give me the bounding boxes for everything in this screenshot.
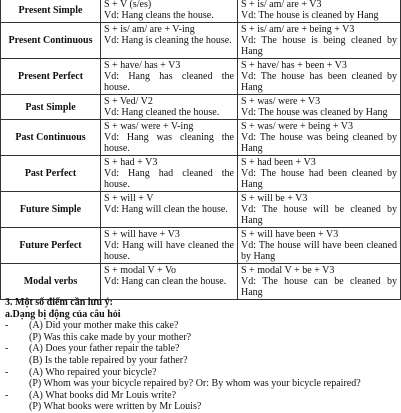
passive-voice-cell xyxy=(238,23,401,59)
note-text: (P) Whom was your bicycle repaired by? Or: By whom was your bicycle repaired? xyxy=(29,378,361,390)
passive-voice-cell xyxy=(238,120,401,156)
passive-example: Vd: The house has been cleaned by Hang xyxy=(241,71,397,93)
table-row xyxy=(1,95,401,120)
active-voice-cell xyxy=(101,95,238,120)
table-row xyxy=(1,192,401,228)
passive-example: Vd: The house can be cleaned by Hang xyxy=(241,276,397,298)
passive-formula: S + is/ am/ are + being + V3 xyxy=(241,24,355,35)
active-example: Vd: Hang has cleaned the house. xyxy=(104,71,234,93)
active-example: Vd: Hang had cleaned the house. xyxy=(104,168,234,190)
passive-voice-cell xyxy=(238,0,401,23)
active-formula: S + have/ has + V3 xyxy=(104,60,181,71)
active-example: Vd: Hang was cleaning the house. xyxy=(104,132,234,154)
active-formula: S + had + V3 xyxy=(104,157,158,168)
passive-example: Vd: The house is cleaned by Hang xyxy=(241,10,379,21)
active-example: Vd: Hang cleaned the house. xyxy=(104,107,220,118)
active-formula: S + Ved/ V2 xyxy=(104,96,153,107)
passive-voice-cell xyxy=(238,192,401,228)
note-text: (A) Does your father repair the table? xyxy=(29,343,180,355)
active-voice-cell xyxy=(101,228,238,264)
passive-example: Vd: The house had been cleaned by Hang xyxy=(241,168,397,190)
active-formula: S + modal V + Vo xyxy=(104,265,176,276)
tense-name: Present Perfect xyxy=(1,59,101,95)
active-voice-cell xyxy=(101,264,238,300)
passive-voice-cell xyxy=(238,156,401,192)
note-line xyxy=(5,355,397,367)
passive-voice-cell xyxy=(238,95,401,120)
table-row xyxy=(1,120,401,156)
passive-formula: S + was/ were + V3 xyxy=(241,96,321,107)
active-example: Vd: Hang can clean the house. xyxy=(104,276,227,287)
tense-name: Present Simple xyxy=(1,0,101,23)
passive-formula: S + was/ were + being + V3 xyxy=(241,121,353,132)
active-formula: S + will have + V3 xyxy=(104,229,180,240)
note-line xyxy=(5,320,397,332)
note-text: (A) Did your mother make this cake? xyxy=(29,320,179,332)
note-line xyxy=(5,401,397,413)
note-line xyxy=(5,390,397,402)
active-formula: S + V (s/es) xyxy=(104,0,152,10)
note-line xyxy=(5,367,397,379)
table-row xyxy=(1,264,401,300)
table-row xyxy=(1,59,401,95)
tense-name: Past Perfect xyxy=(1,156,101,192)
table-row xyxy=(1,228,401,264)
active-formula: S + is/ am/ are + V-ing xyxy=(104,24,195,35)
note-line xyxy=(5,378,397,390)
passive-example: Vd: The house will be cleaned by Hang xyxy=(241,204,397,226)
tense-name: Future Perfect xyxy=(1,228,101,264)
tense-name: Future Simple xyxy=(1,192,101,228)
active-voice-cell xyxy=(101,0,238,23)
table-row xyxy=(1,23,401,59)
active-voice-cell xyxy=(101,59,238,95)
active-voice-cell xyxy=(101,23,238,59)
passive-example: Vd: The house was being cleaned by Hang xyxy=(241,132,397,154)
table-row xyxy=(1,156,401,192)
passive-example: Vd: The house is being cleaned by Hang xyxy=(241,35,397,57)
passive-voice-cell xyxy=(238,59,401,95)
passive-formula: S + modal V + be + V3 xyxy=(241,265,335,276)
passive-formula: S + will be + V3 xyxy=(241,193,308,204)
tense-name: Past Simple xyxy=(1,95,101,120)
passive-formula: S + will have been + V3 xyxy=(241,229,339,240)
active-example: Vd: Hang will clean the house. xyxy=(104,204,228,215)
note-text: (P) What books were written by Mr Louis? xyxy=(29,401,202,413)
notes-lines xyxy=(5,320,397,413)
passive-formula: S + have/ has + been + V3 xyxy=(241,60,347,71)
table-row xyxy=(1,0,401,23)
active-formula: S + was/ were + V-ing xyxy=(104,121,194,132)
note-text: (A) What books did Mr Louis write? xyxy=(29,389,177,401)
tense-name: Present Continuous xyxy=(1,23,101,59)
active-voice-cell xyxy=(101,192,238,228)
passive-voice-cell xyxy=(238,228,401,264)
active-formula: S + will + V xyxy=(104,193,154,204)
active-example: Vd: Hang cleans the house. xyxy=(104,10,214,21)
active-voice-cell xyxy=(101,120,238,156)
tense-name: Past Continuous xyxy=(1,120,101,156)
tense-name: Modal verbs xyxy=(1,264,101,300)
note-text: (A) Who repaired your bicycle? xyxy=(29,366,157,378)
active-example: Vd: Hang is cleaning the house. xyxy=(104,35,232,46)
note-text: (P) Was this cake made by your mother? xyxy=(29,331,192,343)
subsection-heading: a.Dạng bị động của câu hỏi xyxy=(5,308,121,320)
section-heading: 3. Một số điểm cần lưu ý: xyxy=(5,297,113,308)
notes-section xyxy=(5,297,397,413)
note-text: (B) Is the table repaired by your father? xyxy=(29,354,188,366)
passive-voice-cell xyxy=(238,264,401,300)
note-line xyxy=(5,343,397,355)
passive-example: Vd: The house was cleaned by Hang xyxy=(241,107,388,118)
active-example: Vd: Hang will have cleaned the house. xyxy=(104,240,234,262)
bullet-dash: - xyxy=(5,366,9,378)
bullet-dash: - xyxy=(5,320,9,332)
passive-formula: S + had been + V3 xyxy=(241,157,316,168)
passive-example: Vd: The house will have been cleaned by Hang xyxy=(241,240,397,262)
active-voice-cell xyxy=(101,156,238,192)
passive-formula: S + is/ am/ are + V3 xyxy=(241,0,322,10)
note-line xyxy=(5,332,397,344)
bullet-dash: - xyxy=(5,389,9,401)
bullet-dash: - xyxy=(5,343,9,355)
